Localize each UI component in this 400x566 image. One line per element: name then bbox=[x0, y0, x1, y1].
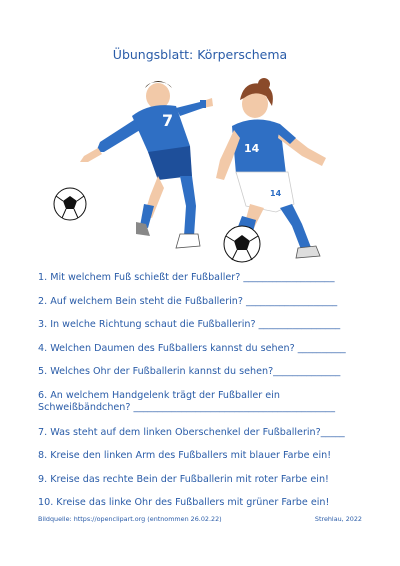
question-4: 4. Welchen Daumen des Fußballers kannst du sehen? __________ bbox=[38, 343, 346, 354]
author-note: Strehlau, 2022 bbox=[314, 515, 362, 523]
footballers-illustration bbox=[40, 76, 370, 266]
question-9: 9. Kreise das rechte Bein der Fußballerin mit roter Farbe ein! bbox=[38, 474, 329, 485]
soccer-ball-left bbox=[54, 188, 86, 220]
image-source-note: Bildquelle: https://openclipart.org (entnommen 26.02.22) bbox=[38, 515, 222, 523]
female-shirt-number: 14 bbox=[244, 142, 260, 155]
male-shirt-number: 7 bbox=[162, 111, 174, 130]
question-10: 10. Kreise das linke Ohr des Fußballers mit grüner Farbe ein! bbox=[38, 497, 330, 508]
footer bbox=[38, 515, 362, 523]
question-6: 6. An welchem Handgelenk trägt der Fußballer ein Schweißbändchen? __________________________________________ bbox=[38, 390, 335, 413]
question-2: 2. Auf welchem Bein steht die Fußballerin? ___________________ bbox=[38, 296, 338, 307]
question-7: 7. Was steht auf dem linken Oberschenkel der Fußballerin?_____ bbox=[38, 427, 345, 438]
question-8: 8. Kreise den linken Arm des Fußballers mit blauer Farbe ein! bbox=[38, 450, 332, 461]
question-5: 5. Welches Ohr der Fußballerin kannst du sehen?______________ bbox=[38, 366, 341, 377]
soccer-ball-right bbox=[224, 226, 260, 262]
question-1: 1. Mit welchem Fuß schießt der Fußballer? ___________________ bbox=[38, 272, 335, 283]
page-title: Übungsblatt: Körperschema bbox=[112, 47, 288, 62]
female-shorts-number: 14 bbox=[270, 189, 282, 198]
male-footballer bbox=[80, 81, 213, 248]
question-3: 3. In welche Richtung schaut die Fußballerin? _________________ bbox=[38, 319, 341, 330]
